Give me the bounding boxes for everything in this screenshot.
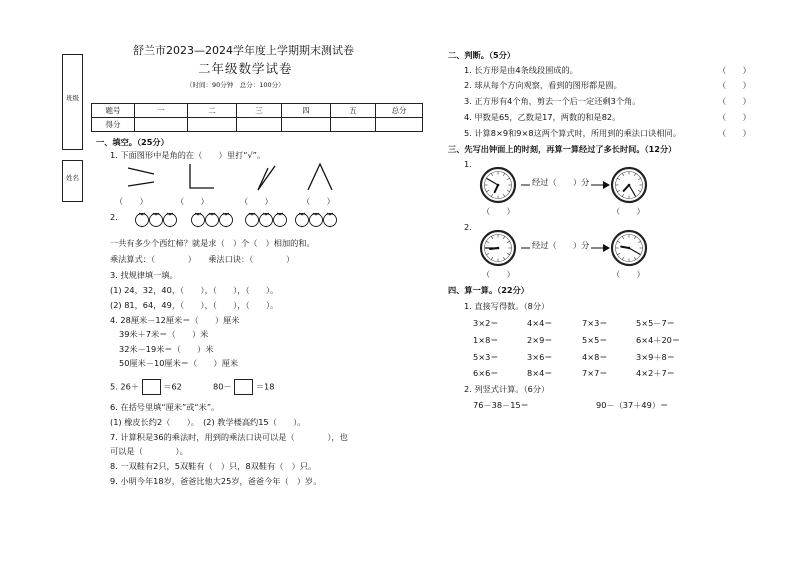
q3-part-1: (1) 24，32，40，（ ），（ ），（ ）。: [110, 285, 279, 295]
q9-text: 9. 小明今年18岁，爸爸比他大25岁，爸爸今年（ ）岁。: [110, 476, 322, 486]
q7-line-1: 7. 计算积是36的乘法时，用到的乘法口诀可以是（ ），也: [110, 432, 348, 442]
figure-right-angle: [190, 164, 214, 188]
q8-text: 8. 一双鞋有2只，5双鞋有（ ）只，8双鞋有（ ）只。: [110, 461, 317, 471]
elapsed-time-label: 经过（ ）分: [532, 240, 590, 250]
section-2-heading: 二、判断。（5分）: [448, 50, 516, 60]
exam-subtitle: 二年级数学试卷: [198, 61, 293, 76]
clock-time-answer[interactable]: （ ）: [612, 269, 645, 279]
q5-a-answer-box[interactable]: [142, 379, 161, 395]
score-cell: 总分: [376, 104, 423, 118]
q5-part-a: [110, 379, 182, 395]
calc-item: 6×6＝: [473, 368, 499, 378]
q4-part-c: 50厘米－10厘米＝（ ）厘米: [119, 358, 239, 368]
exam-meta: （时间：90分钟 总分：100分）: [186, 81, 285, 89]
q1-paren-3[interactable]: （ ）: [240, 196, 273, 206]
vertical-calc-1: 76－38－15＝: [473, 400, 529, 410]
q1-paren-2[interactable]: （ ）: [176, 196, 209, 206]
judge-answer[interactable]: （ ）: [718, 65, 751, 75]
judge-answer[interactable]: （ ）: [718, 128, 751, 138]
calc-item: 5×5＝: [582, 335, 608, 345]
calc-item: 3×6＝: [527, 352, 553, 362]
q4-part-a: 39米＋7米＝（ ）米: [119, 329, 209, 339]
clock-face-icon: [479, 166, 517, 204]
calc-item: 3×2＝: [473, 318, 499, 328]
score-cell: 题号: [92, 104, 135, 118]
elapsed-time-label: 经过（ ）分: [532, 177, 590, 187]
calc-item: 2×9＝: [527, 335, 553, 345]
score-input-cell[interactable]: [376, 118, 423, 132]
clock-q2-number: 2.: [464, 222, 472, 232]
q4-text: 4. 28厘米－12厘米＝（ ）厘米: [110, 315, 240, 325]
judge-item: 2. 球从每个方向观察，看到的图形都是圆。: [464, 80, 622, 90]
q5-b-prefix: 80－: [213, 381, 232, 392]
section-4-heading: 四、算一算。（22分）: [448, 285, 529, 295]
score-cell: 一: [135, 104, 188, 118]
judge-item: 4. 甲数是65，乙数是17，两数的和是82。: [464, 112, 621, 122]
clock-center-pin: [628, 247, 631, 250]
calc-item: 8×4＝: [527, 368, 553, 378]
calc-item: 4×2＋7＝: [636, 368, 675, 378]
q3-text: 3. 找规律填一填。: [110, 270, 178, 280]
binding-margin-lower: [62, 160, 83, 202]
q5-b-answer-box[interactable]: [234, 379, 253, 395]
figure-two-lines: [128, 168, 154, 186]
calc-item: 7×3＝: [582, 318, 608, 328]
calc-part-2-heading: 2. 列竖式计算。（6分）: [464, 384, 550, 394]
tomato-icon: [136, 213, 337, 227]
binding-label-name: 姓名: [66, 174, 79, 182]
binding-label-class: 班级: [66, 94, 79, 102]
score-table-score-row: [92, 118, 423, 132]
clock-center-pin: [497, 184, 500, 187]
q7-line-2: 可以是（ ）。: [110, 446, 188, 456]
clock-center-pin: [628, 184, 631, 187]
judge-answer[interactable]: （ ）: [718, 80, 751, 90]
score-cell: 四: [282, 104, 331, 118]
section-3-heading: 三、先写出钟面上的时刻，再算一算经过了多长时间。（12分）: [448, 144, 677, 154]
score-cell: 二: [188, 104, 237, 118]
judge-answer[interactable]: （ ）: [718, 96, 751, 106]
clock-face-icon: [479, 229, 517, 267]
q2-question: 一共有多少个西红柿？就是求（ ）个（ ）相加的和。: [110, 238, 315, 248]
q1-paren-1[interactable]: （ ）: [115, 196, 148, 206]
figure-curved-angle: [258, 166, 275, 190]
score-input-cell[interactable]: [135, 118, 188, 132]
section-1-heading: 一、填空。（25分）: [96, 137, 169, 147]
score-cell: 三: [237, 104, 282, 118]
q6-parts: (1) 橡皮长约2（ ）。 (2) 教学楼高约15（ ）。: [110, 417, 306, 427]
q5-part-b: [213, 379, 274, 395]
exam-title: 舒兰市2023—2024学年度上学期期末测试卷: [133, 44, 354, 57]
q3-part-2: (2) 81，64，49，（ ），（ ），（ ）。: [110, 300, 279, 310]
q6-text: 6. 在括号里填“厘米”或“米”。: [110, 402, 220, 412]
q4-part-b: 32米－19米＝（ ）米: [119, 344, 214, 354]
clock-face-icon: [610, 166, 648, 204]
judge-item: 5. 计算8×9和9×8这两个算式时，所用到的乘法口诀相同。: [464, 128, 681, 138]
score-cell: 得分: [92, 118, 135, 132]
score-cell: 五: [331, 104, 376, 118]
judge-item: 3. 正方形有4个角，剪去一个后一定还剩3个角。: [464, 96, 641, 106]
calc-item: 3×9＋8＝: [636, 352, 675, 362]
vertical-calc-2: 90－（37＋49）＝: [596, 400, 669, 410]
score-input-cell[interactable]: [282, 118, 331, 132]
figure-acute-angle: [308, 164, 332, 190]
score-table: [91, 103, 423, 132]
judge-answer[interactable]: （ ）: [718, 112, 751, 122]
angle-figures: [110, 160, 350, 195]
clock-time-answer[interactable]: （ ）: [482, 206, 515, 216]
q1-text: 1. 下面图形中是角的在（ ）里打“√”。: [110, 150, 266, 160]
tomato-groups: [130, 208, 340, 230]
score-input-cell[interactable]: [331, 118, 376, 132]
judge-item: 1. 长方形是由4条线段围成的。: [464, 65, 578, 75]
binding-margin-upper: [62, 54, 83, 150]
clock-face-icon: [610, 229, 648, 267]
calc-item: 7×7＝: [582, 368, 608, 378]
q5-a-prefix: 5. 26＋: [110, 381, 140, 392]
score-input-cell[interactable]: [237, 118, 282, 132]
clock-time-answer[interactable]: （ ）: [612, 206, 645, 216]
calc-part-1-heading: 1. 直接写得数。（8分）: [464, 301, 550, 311]
calc-item: 4×8＝: [582, 352, 608, 362]
q1-paren-4[interactable]: （ ）: [302, 196, 335, 206]
clock-q1-number: 1.: [464, 159, 472, 169]
calc-item: 6×4＋20＝: [636, 335, 681, 345]
q2-answers: 乘法算式：（ ） 乘法口诀：（ ）: [110, 254, 295, 264]
q5-b-suffix: ＝18: [255, 381, 275, 392]
calc-item: 1×8＝: [473, 335, 499, 345]
score-table-header-row: [92, 104, 423, 118]
score-input-cell[interactable]: [188, 118, 237, 132]
calc-item: 5×5－7＝: [636, 318, 675, 328]
calc-item: 4×4＝: [527, 318, 553, 328]
q2-number: 2.: [110, 212, 118, 222]
clock-center-pin: [497, 247, 500, 250]
clock-time-answer[interactable]: （ ）: [482, 269, 515, 279]
calc-item: 5×3＝: [473, 352, 499, 362]
q5-a-suffix: ＝62: [163, 381, 182, 392]
